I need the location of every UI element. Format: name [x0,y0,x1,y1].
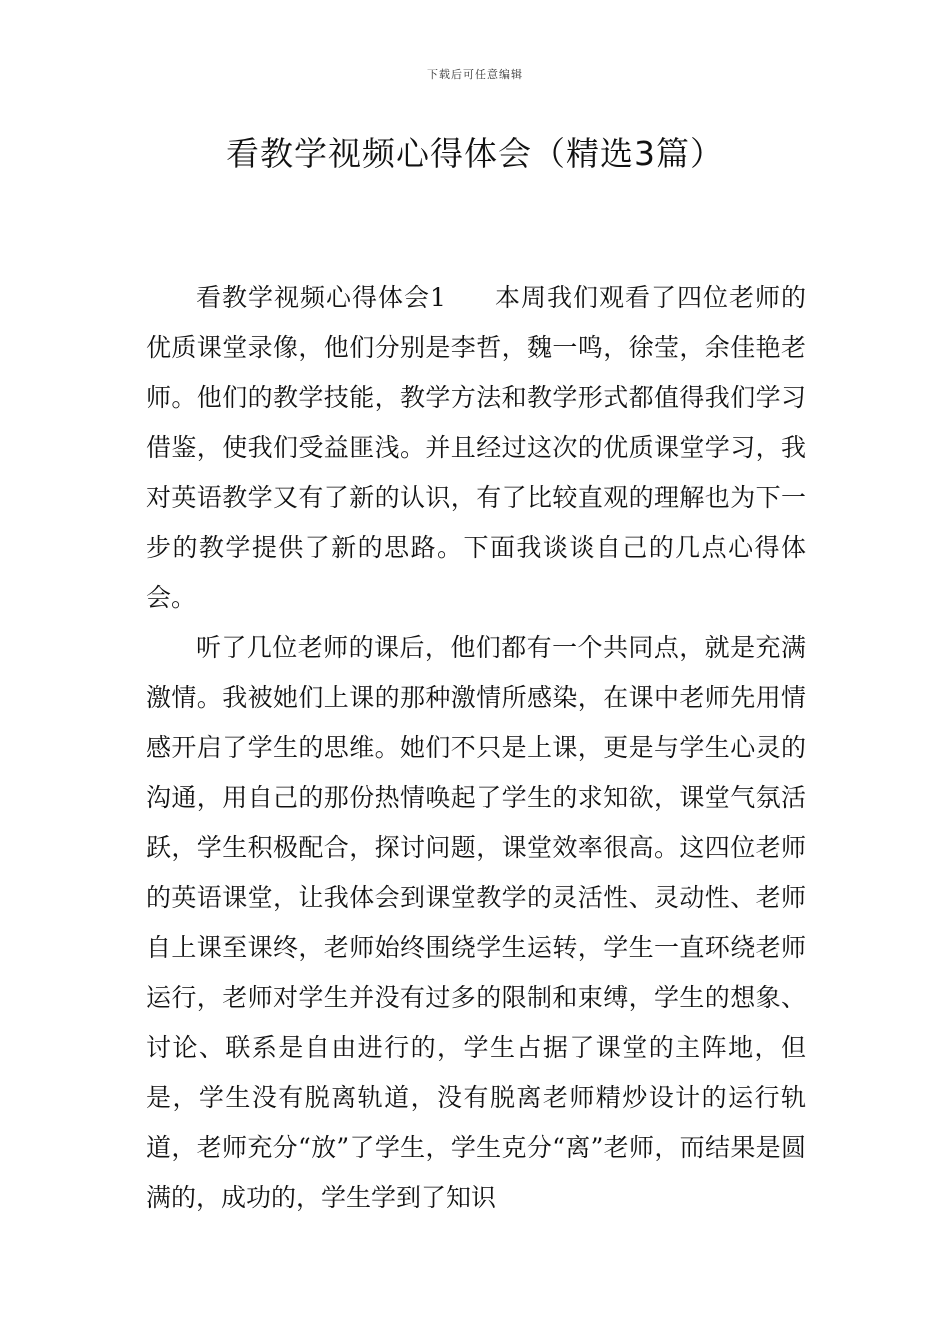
document-body [146,273,806,1323]
document-title: 看教学视频心得体会（精选3篇） [226,134,724,173]
header-note: 下载后可任意编辑 [427,68,523,81]
section-heading: 看教学视频心得体会1 [196,283,446,312]
paragraph-2 [146,623,806,1223]
paragraph-1 [146,273,806,623]
paragraph-1-text: 本周我们观看了四位老师的优质课堂录像，他们分别是李哲，魏一鸣，徐莹，余佳艳老师。他们的教学技能，教学方法和教学形式都值得我们学习借鉴，使我们受益匪浅。并且经过这次的优质课堂学习，我对英语教学又有了新的认识，有了比较直观的理解也为下一步的教学提供了新的思路。下面我谈谈自己的几点心得体会。 [146,283,806,612]
paragraph-2-text: 听了几位老师的课后，他们都有一个共同点，就是充满激情。我被她们上课的那种激情所感染，在课中老师先用情感开启了学生的思维。她们不只是上课，更是与学生心灵的沟通，用自己的那份热情唤起了学生的求知欲，课堂气氛活跃，学生积极配合，探讨问题，课堂效率很高。这四位老师的英语课堂，让我体会到课堂教学的灵活性、灵动性、老师自上课至课终，老师始终围绕学生运转，学生一直环绕老师运行，老师对学生并没有过多的限制和束缚，学生的想象、讨论、联系是自由进行的，学生占据了课堂的主阵地，但是，学生没有脱离轨道，没有脱离老师精炒设计的运行轨道，老师充分“放”了学生，学生克分“离”老师，而结果是圆满的，成功的，学生学到了知识 [146,633,806,1212]
